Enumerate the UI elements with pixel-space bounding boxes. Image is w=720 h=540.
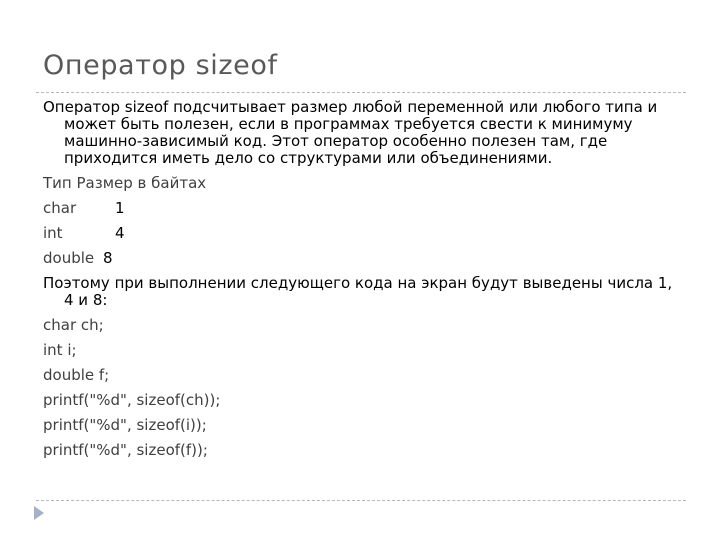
footer-divider	[36, 500, 686, 501]
outro-paragraph: Поэтому при выполнении следующего кода на экран будут выведены числа 1, 4 и 8:	[43, 274, 673, 309]
code-line: char ch;	[43, 316, 104, 334]
code-line: int i;	[43, 341, 77, 359]
intro-paragraph: Оператор sizeof подсчитывает размер любой переменной или любого типа и может быть полезен, если в программах требуется свести к минимуму машинно-зависимый код. Этот оператор особенно полезен там, где приходится иметь дело со структурами или объединениями.	[43, 98, 658, 167]
code-line: printf("%d", sizeof(f));	[43, 441, 208, 459]
title-divider	[36, 92, 686, 93]
code-line: printf("%d", sizeof(ch));	[43, 391, 221, 409]
type-size: 1	[115, 199, 125, 217]
table-header: Тип Размер в байтах	[43, 174, 207, 192]
type-name: char	[43, 199, 77, 217]
slide-title: Оператор sizeof	[43, 50, 278, 81]
triangle-right-icon[interactable]	[34, 506, 44, 520]
type-name: double	[43, 249, 95, 267]
type-size: 4	[115, 224, 125, 242]
slide-body	[43, 99, 683, 459]
type-size: 8	[103, 249, 113, 267]
code-line: printf("%d", sizeof(i));	[43, 416, 207, 434]
type-name: int	[43, 224, 63, 242]
type-row-double	[43, 250, 683, 267]
type-row-char	[43, 200, 683, 217]
type-row-int	[43, 225, 683, 242]
code-line: double f;	[43, 366, 110, 384]
